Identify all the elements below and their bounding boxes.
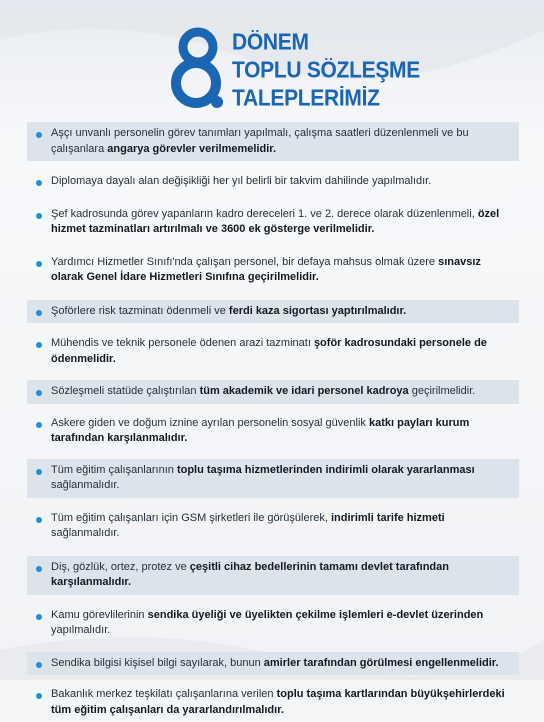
bullet-icon: [36, 693, 42, 699]
list-item-text: [51, 464, 475, 492]
bullet-icon: [36, 132, 42, 138]
list-item-text: [51, 256, 481, 284]
title-line-1: DÖNEM: [232, 30, 309, 55]
number-eight-logo: [170, 26, 226, 110]
bullet-icon: [36, 261, 42, 267]
body-text: Yardımcı Hizmetler Sınıfı'nda çalışan personel, bir defaya mahsus olmak üzere: [51, 255, 439, 268]
list-item-text: [51, 609, 483, 637]
emphasis-text: çeşitli cihaz bedellerinin tamamı devlet tarafından karşılanmalıdır.: [51, 560, 449, 588]
emphasis-text: toplu taşıma kartlarından büyükşehirlerdeki tüm eğitim çalışanları da yararlandırılmalıdır.: [51, 688, 505, 716]
body-text: yapılmalıdır.: [51, 624, 111, 636]
body-text: Mühendis ve teknik personele ödenen arazi tazminatı: [51, 337, 314, 349]
emphasis-text: ferdi kaza sigortası yaptırılmalıdır.: [228, 304, 407, 317]
list-item: [27, 380, 519, 404]
list-item-text: [51, 657, 499, 669]
list-item: [27, 251, 519, 290]
emphasis-text: şoför kadrosundaki personele de ödenmelidir.: [51, 337, 487, 365]
bullet-icon: [36, 469, 42, 475]
body-text: Şef kadrosunda görev yapanların kadro dereceleri 1. ve 2. derece olarak düzenlenmeli,: [51, 207, 478, 220]
body-text: Askere giden ve doğum iznine ayrılan personelin sosyal güvenlik: [51, 416, 369, 429]
bullet-icon: [36, 662, 42, 668]
body-text: Bakanlık merkez teşkilatı çalışanlarına verilen: [51, 688, 277, 700]
body-text: Diplomaya dayalı alan değişikliği her yıl belirli bir takvim dahilinde yapılmalıdır.: [51, 175, 432, 187]
bullet-icon: [36, 213, 42, 219]
body-text: Sendika bilgisi kişisel bilgi sayılarak, bunun: [51, 656, 264, 669]
title-line-3: TALEPLERİMİZ: [232, 86, 380, 111]
bullet-icon: [36, 310, 42, 316]
list-item: [27, 412, 519, 451]
bullet-icon: [36, 342, 42, 348]
list-item: [27, 300, 519, 324]
list-item-text: [51, 385, 475, 397]
bullet-icon: [36, 422, 42, 428]
title-line-2: TOPLU SÖZLEŞME: [232, 58, 420, 83]
bullet-icon: [36, 517, 42, 523]
emphasis-text: amirler tarafından görülmesi engellenmelidir.: [263, 656, 499, 669]
body-text: Tüm eğitim çalışanlarının: [51, 463, 177, 476]
emphasis-text: sınavsız olarak Genel İdare Hizmetleri Sınıfına geçirilmelidir.: [51, 255, 481, 283]
list-item: [27, 507, 519, 546]
list-item: [27, 683, 519, 722]
list-item-text: [51, 561, 449, 589]
body-text: Diş, gözlük, ortez, protez ve: [51, 560, 190, 573]
body-text: sağlanmalıdır.: [51, 527, 120, 539]
body-text: Tüm eğitim çalışanları için GSM şirketleri ile görüşülerek,: [51, 511, 331, 524]
list-item: [27, 122, 519, 161]
list-item-text: [51, 127, 469, 155]
body-text: geçirilmelidir.: [408, 385, 476, 397]
bullet-icon: [36, 390, 42, 396]
emphasis-text: katkı payları kurum tarafından karşılanmalıdır.: [51, 416, 470, 444]
body-text: Aşçı unvanlı personelin görev tanımları yapılmalı, çalışma saatleri düzenlenmeli ve bu çalışanlara: [51, 127, 469, 155]
body-text: Kamu görevlilerinin: [51, 608, 148, 621]
emphasis-text: angarya görevler verilmemelidir.: [107, 142, 277, 155]
bullet-icon: [36, 566, 42, 572]
body-text: Sözleşmeli statüde çalıştırılan: [51, 385, 200, 397]
list-item: [27, 652, 519, 676]
list-item-text: [51, 175, 431, 187]
list-item: [27, 203, 519, 242]
list-item: [27, 604, 519, 643]
list-item: [27, 170, 519, 194]
list-item-text: [51, 305, 406, 317]
emphasis-text: özel hizmet tazminatları artırılmalı ve 3600 ek gösterge verilmelidir.: [51, 207, 500, 235]
emphasis-text: indirimli tarife hizmeti: [330, 511, 445, 524]
emphasis-text: toplu taşıma hizmetlerinden indirimli olarak yararlanması: [176, 463, 475, 476]
page-title: [232, 28, 420, 112]
list-item-text: [51, 337, 487, 365]
emphasis-text: sendika üyeliği ve üyelikten çekilme işlemleri e-devlet üzerinden: [147, 608, 484, 621]
bullet-icon: [36, 614, 42, 620]
body-text: sağlanmalıdır.: [51, 479, 120, 491]
list-item-text: [51, 512, 445, 540]
header: [0, 0, 544, 120]
list-item-text: [51, 417, 469, 445]
emphasis-text: tüm akademik ve idari personel kadroya: [199, 385, 409, 397]
demands-list: [27, 122, 519, 722]
body-text: Şoförlere risk tazminatı ödenmeli ve: [51, 304, 229, 317]
bullet-icon: [36, 180, 42, 186]
list-item: [27, 332, 519, 371]
list-item-text: [51, 688, 505, 716]
list-item: [27, 459, 519, 498]
list-item: [27, 556, 519, 595]
list-item-text: [51, 208, 499, 236]
